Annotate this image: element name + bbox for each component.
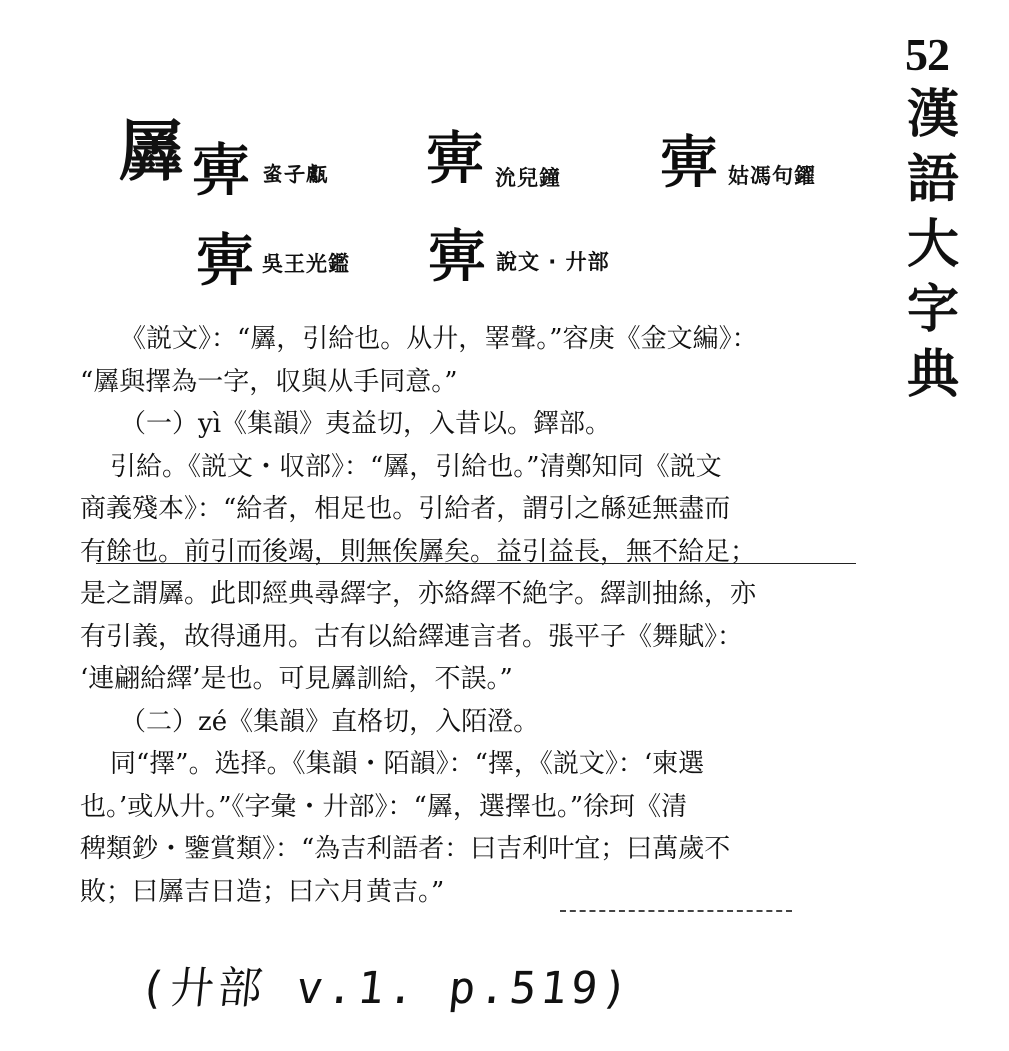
head-character: 羼 (118, 112, 184, 190)
text-line: （二）zé《集韻》直格切，入陌澄。 (120, 706, 540, 737)
ancient-glyph: 𢍚 (196, 227, 255, 295)
text-line: 商義殘本》：“給者，相足也。引給者，謂引之緜延無盡而 (80, 494, 731, 524)
ancient-glyph: 𢍚 (660, 129, 719, 197)
bottom-dash-rule (560, 910, 792, 912)
text-line: “羼與擇為一字，収與从手同意。” (80, 366, 458, 397)
text-line: 敗；曰羼吉日造；曰六月黄吉。” (80, 876, 445, 907)
book-title (898, 82, 968, 407)
entry-body (80, 318, 860, 913)
ancient-glyph-label: 吳王光鑑 (262, 252, 350, 276)
ancient-glyph: 𢍚 (426, 125, 485, 193)
book-title-char: 漢 (906, 84, 959, 145)
ancient-glyph-label: 沇兒鐘 (495, 166, 561, 190)
text-line: 有引義，故得通用。古有以給繹連言者。張平子《舞賦》： (80, 621, 744, 652)
text-line: 也。’或从廾。”《字彙・廾部》：“羼，選擇也。”徐珂《清 (80, 791, 688, 822)
page-number: 52 (905, 29, 949, 80)
text-line: 稗類鈔・鑒賞類》：“為吉利語者：曰吉利叶宜；曰萬歲不 (80, 834, 731, 864)
handwritten-note: (廾部 v.1. p.519) (136, 963, 635, 1014)
book-title-char: 語 (906, 149, 959, 210)
ancient-glyph-label: 姑馮句鑃 (728, 164, 816, 188)
text-line: ‘連翩給繹’是也。可見羼訓給，不誤。” (80, 664, 513, 694)
book-title-char: 字 (906, 279, 959, 340)
ancient-glyph: 𢍚 (192, 137, 251, 205)
text-line: （一）yì《集韻》夷益切，入昔以。鐸部。 (120, 409, 612, 439)
text-line: 引給。《説文・収部》：“羼，引給也。”清鄭知同《説文 (110, 451, 722, 482)
text-line: 有餘也。前引而後竭，則無俟羼矣。益引益長，無不給足； (80, 536, 757, 567)
book-title-char: 大 (906, 214, 959, 275)
ancient-glyph-label: 說文 · 廾部 (496, 250, 610, 274)
underline-rule (96, 563, 856, 564)
book-title-char: 典 (906, 344, 959, 405)
text-line: 同“擇”。选择。《集韻・陌韻》：“擇，《説文》：‘柬選 (110, 749, 705, 779)
ancient-glyph-label: 𧊒子甗 (262, 162, 328, 186)
ancient-glyph: 𢍚 (428, 223, 487, 291)
text-line: 《説文》：“羼，引給也。从廾，睪聲。”容庚《金文編》： (120, 324, 758, 354)
text-line: 是之謂羼。此即經典尋繹字，亦絡繹不絶字。繹訓抽絲，亦 (80, 579, 757, 609)
